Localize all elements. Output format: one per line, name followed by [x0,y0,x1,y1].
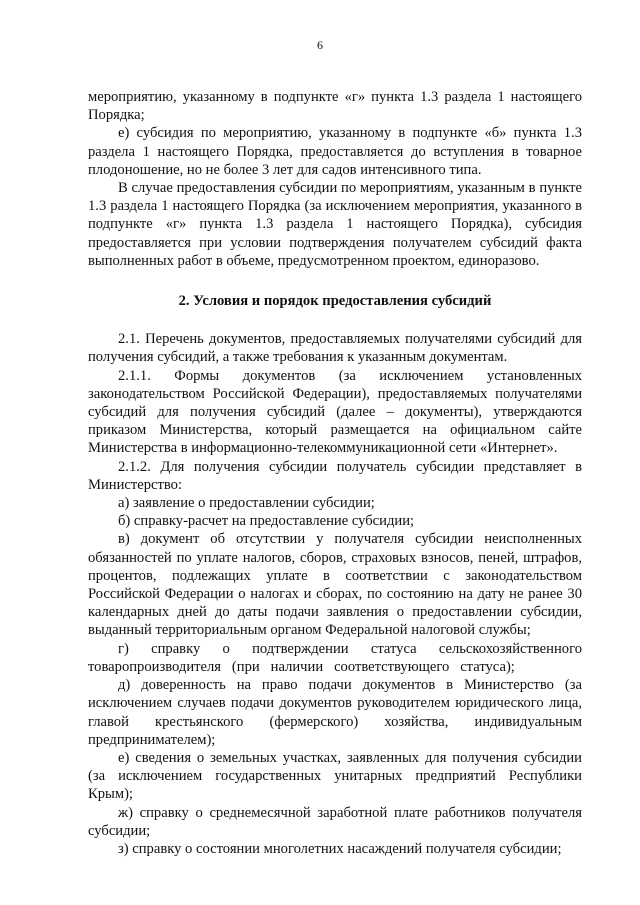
paragraph-2-1: 2.1. Перечень документов, предоставляемых получателями субсидий для получения субсидий, а также требования к указанным документам. [88,331,582,366]
paragraph-continuation: мероприятию, указанному в подпункте «г» пункта 1.3 раздела 1 настоящего Порядка; [88,89,582,124]
list-item-g: г) справку о подтверждении статуса сельскохозяйственного товаропроизводителя (при наличии соответствующего статуса); [88,640,582,675]
list-item-z: з) справку о состоянии многолетних насаждений получателя субсидии; [118,840,562,857]
paragraph-item-e: е) субсидия по мероприятию, указанному в подпункте «б» пункта 1.3 раздела 1 настоящего Порядка, предоставляется до вступления в товарное плодоношение, но не более 3 лет для садов интенсивного типа. [88,125,582,178]
list-item-a: а) заявление о предоставлении субсидии; [118,495,375,512]
paragraph-2-1-2: 2.1.2. Для получения субсидии получатель субсидии представляет в Министерство: [88,458,582,493]
list-item-v: в) документ об отсутствии у получателя субсидии неисполненных обязанностей по уплате налогов, сборов, страховых взносов, пеней, штрафов, процентов, подлежащих уплате в соответствии с законодательством Российской Федерации о налогах и сборах, по состоянию на дату не ранее 30 календарных дней до даты подачи заявления о предоставлении субсидии, выданный территориальным органом Федеральной налоговой службы; [88,531,582,639]
document-body [88,88,582,858]
paragraph-2-1-1: 2.1.1. Формы документов (за исключением установленных законодательством Российской Федерации), предоставляемых получателями субсидий для получения субсидий (далее – документы), утверждаются приказом Министерства, который размещается на официальном сайте Министерства в информационно-телекоммуникационной сети «Интернет». [88,367,582,457]
page-number: 6 [317,38,323,52]
list-item-zh: ж) справку о среднемесячной заработной плате работников получателя субсидии; [88,804,582,839]
section-heading: 2. Условия и порядок предоставления субсидий [178,293,492,310]
list-item-b: б) справку-расчет на предоставление субсидии; [118,513,415,530]
paragraph-condition: В случае предоставления субсидии по мероприятиям, указанным в пункте 1.3 раздела 1 настоящего Порядка (за исключением мероприятия, указанного в подпункте «г» пункта 1.3 раздела 1 настоящего Порядка), субсидия предоставляется при условии подтверждения получателем субсидий факта выполненных работ в объеме, предусмотренном проектом, единоразово. [88,180,582,269]
list-item-e: е) сведения о земельных участках, заявленных для получения субсидии (за исключением государственных унитарных предприятий Республики Крым); [88,749,582,803]
list-item-d: д) доверенность на право подачи документов в Министерство (за исключением случаев подачи документов руководителем юридического лица, главой крестьянского (фермерского) хозяйства, индивидуальным предпринимателем); [88,677,582,748]
